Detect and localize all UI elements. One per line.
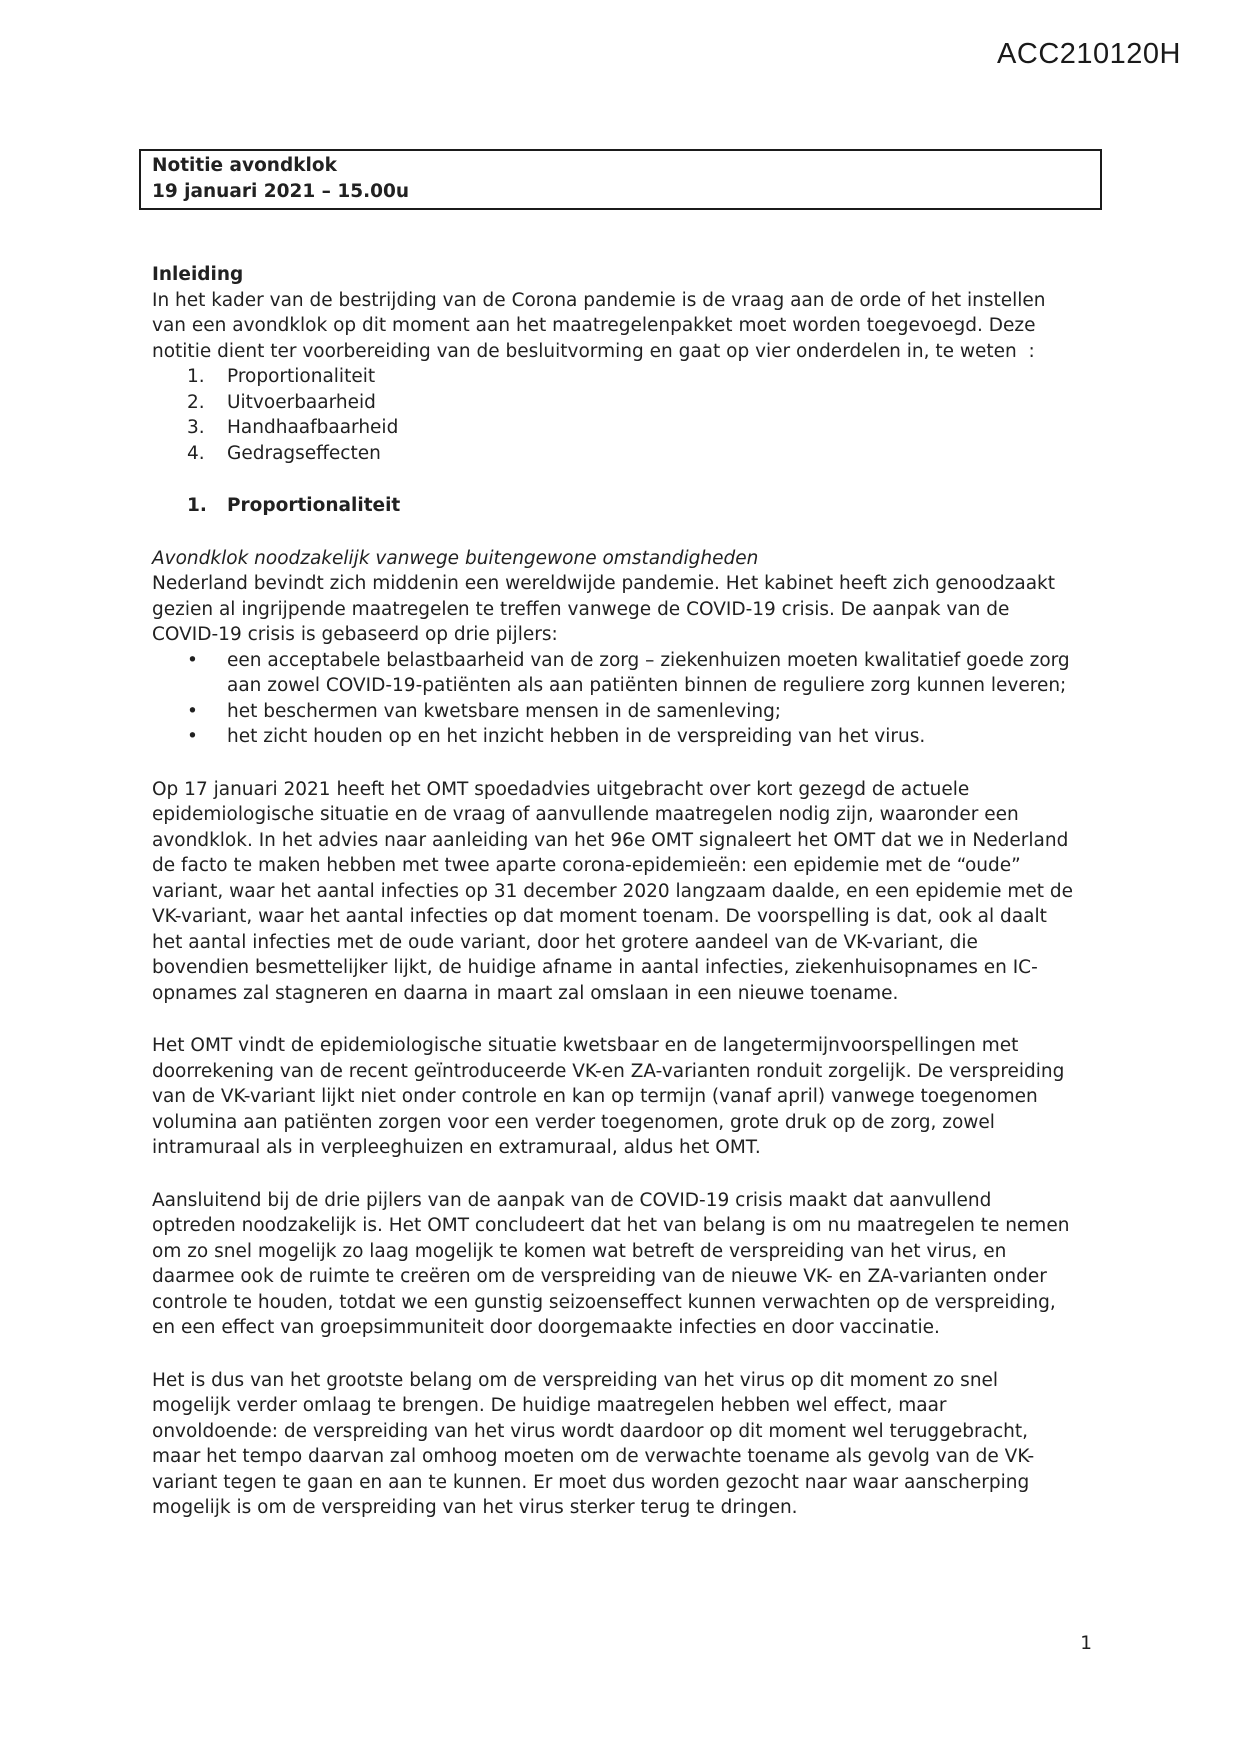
- list-item-number: 4.: [187, 442, 205, 464]
- bullet-item: [152, 699, 1110, 725]
- text-line: epidemiologische situatie en de vraag of aanvullende maatregelen nodig zijn, waaronder een: [152, 804, 1019, 825]
- bullet-item: [152, 648, 1110, 699]
- page-number: 1: [1080, 1633, 1092, 1654]
- text-line: intramuraal als in verpleeghuizen en extramuraal, aldus het OMT.: [152, 1137, 761, 1158]
- title-box: [139, 149, 1102, 210]
- text-line: onvoldoende: de verspreiding van het virus wordt daardoor op dit moment wel teruggebracht,: [152, 1420, 1029, 1442]
- section-title: Proportionaliteit: [227, 495, 401, 516]
- paragraph-intro: [152, 288, 1110, 365]
- list-item: [152, 364, 1110, 390]
- text-line: maar het tempo daarvan zal omhoog moeten om de verwachte toename als gevolg van de VK-: [152, 1446, 1035, 1467]
- document-reference-code: ACC210120H: [997, 38, 1181, 70]
- bullet-item: [152, 724, 1110, 750]
- text-line: Nederland bevindt zich middenin een wereldwijde pandemie. Het kabinet heeft zich genoodzaakt: [152, 573, 1056, 594]
- heading-inleiding: Inleiding: [152, 264, 244, 285]
- text-line: daarmee ook de ruimte te creëren om de verspreiding van de nieuwe VK- en ZA-varianten onder: [152, 1266, 1047, 1287]
- bullet-text: [227, 699, 1110, 725]
- text-line: en een effect van groepsimmuniteit door doorgemaakte infecties en door vaccinatie.: [152, 1317, 940, 1338]
- text-line: COVID-19 crisis is gebaseerd op drie pijlers:: [152, 624, 558, 645]
- bullet-text: [227, 648, 1110, 699]
- text-line: volumina aan patiënten zorgen voor een verder toegenomen, grote druk op de zorg, zowel: [152, 1111, 995, 1133]
- document-date-time: 19 januari 2021 – 15.00u: [152, 181, 410, 202]
- text-line: het zicht houden op en het inzicht hebben in de verspreiding van het virus.: [227, 726, 926, 747]
- list-item-number: 3.: [187, 417, 205, 438]
- text-line: variant tegen te gaan en aan te kunnen. Er moet dus worden gezocht naar waar aanscherping: [152, 1471, 1030, 1493]
- text-line: de facto te maken hebben met twee aparte corona-epidemieën: een epidemie met de “oude”: [152, 855, 1021, 876]
- list-item-label: Proportionaliteit: [227, 366, 376, 387]
- text-line: variant, waar het aantal infecties op 31 december 2020 langzaam daalde, en een epidemie met de: [152, 880, 1074, 902]
- text-line: mogelijk is om de verspreiding van het virus sterker terug te dringen.: [152, 1497, 798, 1518]
- text-line: mogelijk verder omlaag te brengen. De huidige maatregelen hebben wel effect, maar: [152, 1395, 947, 1416]
- text-line: om zo snel mogelijk zo laag mogelijk te komen wat betreft de verspreiding van het virus, en: [152, 1240, 1007, 1262]
- text-line: controle te houden, totdat we een gunstig seizoenseffect kunnen verwachten op de verspreiding,: [152, 1291, 1056, 1313]
- text-line: het beschermen van kwetsbare mensen in de samenleving;: [227, 700, 782, 722]
- text-line: gezien al ingrijpende maatregelen te treffen vanwege de COVID-19 crisis. De aanpak van de: [152, 598, 1010, 620]
- list-item-number: 1.: [187, 366, 205, 387]
- text-line: Het is dus van het grootste belang om de verspreiding van het virus op dit moment zo snel: [152, 1369, 999, 1391]
- section-number: 1.: [187, 495, 207, 516]
- document-body: [152, 262, 1110, 1521]
- paragraph-aansluitend: [152, 1188, 1110, 1341]
- heading-proportionaliteit: [152, 493, 1110, 519]
- list-item-label: Handhaafbaarheid: [227, 417, 399, 438]
- list-item: [152, 441, 1110, 467]
- paragraph-pillars: [152, 571, 1110, 648]
- bullet-list: [152, 648, 1110, 750]
- list-item-label: Gedragseffecten: [227, 442, 381, 464]
- text-line: In het kader van de bestrijding van de Corona pandemie is de vraag aan de orde of het instellen: [152, 289, 1046, 311]
- bullet-icon: •: [187, 726, 198, 747]
- list-item: [152, 415, 1110, 441]
- text-line: aan zowel COVID-19-patiënten als aan patiënten binnen de reguliere zorg kunnen leveren;: [227, 675, 1067, 696]
- text-line: van een avondklok op dit moment aan het maatregelenpakket moet worden toegevoegd. Deze: [152, 315, 1036, 336]
- text-line: een acceptabele belastbaarheid van de zorg – ziekenhuizen moeten kwalitatief goede zorg: [227, 649, 1070, 671]
- bullet-text: [227, 724, 1110, 750]
- text-line: doorrekening van de recent geïntroduceerde VK-en ZA-varianten ronduit zorgelijk. De verspreiding: [152, 1060, 1065, 1082]
- text-line: Op 17 januari 2021 heeft het OMT spoedadvies uitgebracht over kort gezegd de actuele: [152, 778, 970, 800]
- paragraph-omt-advies: [152, 777, 1110, 1007]
- document-title: Notitie avondklok: [152, 155, 337, 176]
- text-line: Aansluitend bij de drie pijlers van de aanpak van de COVID-19 crisis maakt dat aanvullend: [152, 1189, 992, 1211]
- italic-subheading: Avondklok noodzakelijk vanwege buitengewone omstandigheden: [152, 547, 759, 569]
- text-line: VK-variant, waar het aantal infecties op dat moment toenam. De voorspelling is dat, ook al daalt: [152, 906, 1047, 927]
- bullet-icon: •: [187, 700, 198, 722]
- text-line: opnames zal stagneren en daarna in maart zal omslaan in een nieuwe toename.: [152, 982, 899, 1004]
- list-item-number: 2.: [187, 391, 205, 413]
- numbered-list: [152, 364, 1110, 466]
- list-item-label: Uitvoerbaarheid: [227, 391, 376, 413]
- text-line: van de VK-variant lijkt niet onder controle en kan op termijn (vanaf april) vanwege toegenomen: [152, 1086, 1038, 1107]
- list-item: [152, 390, 1110, 416]
- text-line: optreden noodzakelijk is. Het OMT concludeert dat het van belang is om nu maatregelen te nemen: [152, 1215, 1070, 1236]
- text-line: het aantal infecties met de oude variant, door het grotere aandeel van de VK-variant, die: [152, 931, 978, 953]
- paragraph-slot: [152, 1368, 1110, 1521]
- paragraph-omt-situatie: [152, 1033, 1110, 1161]
- text-line: notitie dient ter voorbereiding van de besluitvorming en gaat op vier onderdelen in, te weten :: [152, 340, 1035, 362]
- text-line: bovendien besmettelijker lijkt, de huidige afname in aantal infecties, ziekenhuisopnames en IC-: [152, 957, 1038, 978]
- text-line: avondklok. In het advies naar aanleiding van het 96e OMT signaleert het OMT dat we in Nederland: [152, 829, 1069, 851]
- bullet-icon: •: [187, 649, 198, 671]
- text-line: Het OMT vindt de epidemiologische situatie kwetsbaar en de langetermijnvoorspellingen met: [152, 1035, 1019, 1056]
